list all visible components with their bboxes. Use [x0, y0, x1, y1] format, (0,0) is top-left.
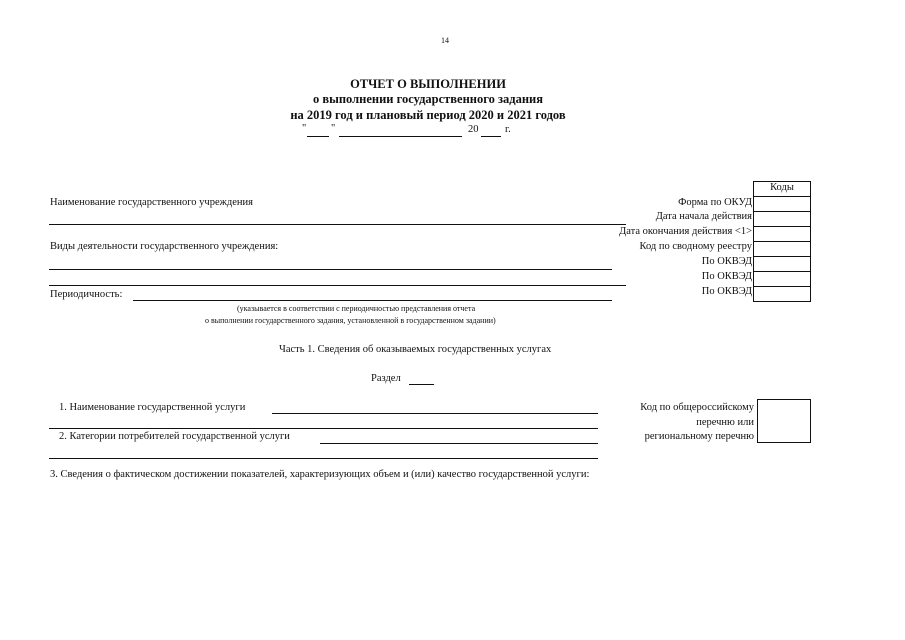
service-name-line-2[interactable] [49, 428, 598, 429]
activity-types-line-2[interactable] [49, 285, 626, 286]
institution-name-label: Наименование государственного учреждения [50, 197, 253, 208]
consumer-categories-line-2[interactable] [49, 458, 598, 459]
report-subtitle: о выполнении государственного задания [312, 92, 544, 106]
codes-value-cell[interactable] [753, 241, 811, 257]
codes-value-cell[interactable] [753, 211, 811, 227]
codes-row-label: По ОКВЭД [701, 271, 752, 282]
service-code-label-2: перечню или [696, 417, 754, 428]
service-code-label-1: Код по общероссийскому [640, 402, 754, 413]
codes-value-cell[interactable] [753, 256, 811, 272]
institution-name-line[interactable] [49, 224, 626, 225]
section-number-blank[interactable] [409, 384, 434, 385]
codes-row-label: Форма по ОКУД [678, 197, 752, 208]
codes-value-cell[interactable] [753, 271, 811, 287]
date-open-quote: " [302, 123, 307, 134]
activity-types-label: Виды деятельности государственного учреждения: [50, 241, 279, 252]
periodicity-line[interactable] [133, 300, 612, 301]
date-year-suffix: г. [505, 124, 511, 135]
periodicity-label: Периодичность: [50, 289, 123, 300]
codes-value-cell[interactable] [753, 226, 811, 242]
codes-row-label: Дата окончания действия <1> [619, 226, 752, 237]
service-code-box[interactable] [757, 399, 811, 443]
activity-types-line-1[interactable] [49, 269, 612, 270]
indicators-heading: 3. Сведения о фактическом достижении показателей, характеризующих объем и (или) качество государственной услуги: [50, 469, 590, 480]
periodicity-note-1: (указывается в соответствии с периодичностью представления отчета [237, 304, 476, 313]
report-title: ОТЧЕТ О ВЫПОЛНЕНИИ [350, 77, 506, 91]
service-name-label: 1. Наименование государственной услуги [59, 402, 246, 413]
codes-row-label: По ОКВЭД [701, 256, 752, 267]
consumer-categories-label: 2. Категории потребителей государственной услуги [59, 431, 290, 442]
codes-row-label: По ОКВЭД [701, 286, 752, 297]
periodicity-note-2: о выполнении государственного задания, установленной в государственном задании) [205, 316, 496, 325]
date-year-blank[interactable] [481, 136, 501, 137]
codes-row-label: Дата начала действия [655, 211, 752, 222]
date-year-prefix: 20 [468, 124, 479, 135]
codes-header: Коды [770, 182, 794, 193]
codes-value-cell[interactable] [753, 286, 811, 302]
date-day-blank[interactable] [307, 136, 329, 137]
codes-row-label: Код по сводному реестру [639, 241, 752, 252]
service-name-line[interactable] [272, 413, 598, 414]
report-period: на 2019 год и плановый период 2020 и 2021 годов [290, 108, 566, 122]
service-code-label-3: региональному перечню [644, 431, 754, 442]
date-close-quote: " [331, 123, 336, 134]
date-month-blank[interactable] [339, 136, 462, 137]
page-number: 14 [441, 36, 449, 45]
codes-value-cell[interactable] [753, 196, 811, 212]
part1-title: Часть 1. Сведения об оказываемых государственных услугах [279, 344, 552, 355]
consumer-categories-line[interactable] [320, 443, 598, 444]
section-label: Раздел [371, 373, 401, 384]
